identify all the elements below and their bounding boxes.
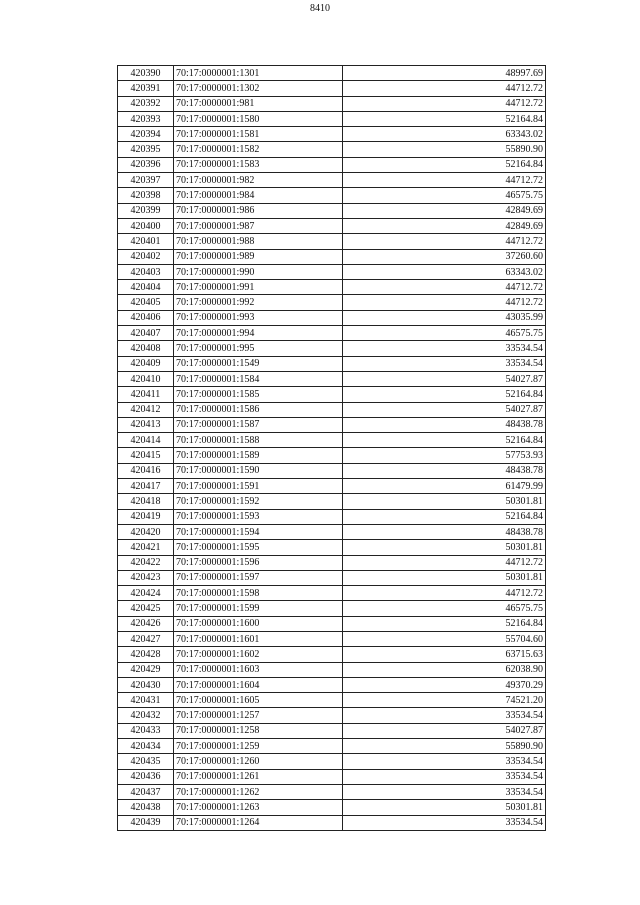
value-cell: 44712.72 <box>343 234 546 249</box>
cadastral-number-cell: 70:17:0000001:1588 <box>174 433 343 448</box>
value-cell: 44712.72 <box>343 81 546 96</box>
table-row <box>118 570 546 585</box>
table-row <box>118 295 546 310</box>
cadastral-number-cell: 70:17:0000001:1580 <box>174 111 343 126</box>
table-row <box>118 341 546 356</box>
value-cell: 50301.81 <box>343 540 546 555</box>
table-row <box>118 631 546 646</box>
cadastral-number-cell: 70:17:0000001:1591 <box>174 479 343 494</box>
table-body <box>118 66 546 831</box>
row-id-cell: 420422 <box>118 555 174 570</box>
table-row <box>118 739 546 754</box>
cadastral-number-cell: 70:17:0000001:1302 <box>174 81 343 96</box>
cadastral-number-cell: 70:17:0000001:986 <box>174 203 343 218</box>
row-id-cell: 420423 <box>118 570 174 585</box>
row-id-cell: 420394 <box>118 127 174 142</box>
cadastral-number-cell: 70:17:0000001:1589 <box>174 448 343 463</box>
row-id-cell: 420403 <box>118 264 174 279</box>
cadastral-number-cell: 70:17:0000001:1602 <box>174 647 343 662</box>
row-id-cell: 420399 <box>118 203 174 218</box>
table-row <box>118 647 546 662</box>
table-row <box>118 66 546 81</box>
row-id-cell: 420438 <box>118 800 174 815</box>
row-id-cell: 420400 <box>118 218 174 233</box>
value-cell: 44712.72 <box>343 295 546 310</box>
value-cell: 54027.87 <box>343 723 546 738</box>
row-id-cell: 420415 <box>118 448 174 463</box>
row-id-cell: 420397 <box>118 173 174 188</box>
value-cell: 33534.54 <box>343 754 546 769</box>
value-cell: 44712.72 <box>343 96 546 111</box>
value-cell: 55704.60 <box>343 631 546 646</box>
value-cell: 33534.54 <box>343 784 546 799</box>
cadastral-number-cell: 70:17:0000001:994 <box>174 326 343 341</box>
table-row <box>118 310 546 325</box>
table-row <box>118 448 546 463</box>
row-id-cell: 420420 <box>118 524 174 539</box>
table-row <box>118 708 546 723</box>
table-row <box>118 81 546 96</box>
value-cell: 33534.54 <box>343 708 546 723</box>
table-row <box>118 203 546 218</box>
value-cell: 52164.84 <box>343 157 546 172</box>
value-cell: 46575.75 <box>343 326 546 341</box>
table-row <box>118 218 546 233</box>
row-id-cell: 420407 <box>118 326 174 341</box>
cadastral-number-cell: 70:17:0000001:1597 <box>174 570 343 585</box>
cadastral-number-cell: 70:17:0000001:1260 <box>174 754 343 769</box>
cadastral-number-cell: 70:17:0000001:995 <box>174 341 343 356</box>
table-row <box>118 96 546 111</box>
table-row <box>118 433 546 448</box>
row-id-cell: 420392 <box>118 96 174 111</box>
cadastral-number-cell: 70:17:0000001:1604 <box>174 677 343 692</box>
value-cell: 52164.84 <box>343 111 546 126</box>
cadastral-number-cell: 70:17:0000001:1584 <box>174 371 343 386</box>
row-id-cell: 420430 <box>118 677 174 692</box>
data-table <box>117 65 546 831</box>
table-row <box>118 264 546 279</box>
cadastral-number-cell: 70:17:0000001:1262 <box>174 784 343 799</box>
row-id-cell: 420395 <box>118 142 174 157</box>
cadastral-number-cell: 70:17:0000001:1592 <box>174 494 343 509</box>
value-cell: 54027.87 <box>343 402 546 417</box>
cadastral-number-cell: 70:17:0000001:1264 <box>174 815 343 830</box>
cadastral-number-cell: 70:17:0000001:1583 <box>174 157 343 172</box>
table-row <box>118 494 546 509</box>
cadastral-number-cell: 70:17:0000001:1549 <box>174 356 343 371</box>
cadastral-number-cell: 70:17:0000001:1601 <box>174 631 343 646</box>
value-cell: 54027.87 <box>343 371 546 386</box>
value-cell: 62038.90 <box>343 662 546 677</box>
cadastral-number-cell: 70:17:0000001:993 <box>174 310 343 325</box>
cadastral-number-cell: 70:17:0000001:1257 <box>174 708 343 723</box>
row-id-cell: 420413 <box>118 417 174 432</box>
value-cell: 61479.99 <box>343 479 546 494</box>
row-id-cell: 420416 <box>118 463 174 478</box>
table-row <box>118 463 546 478</box>
value-cell: 44712.72 <box>343 173 546 188</box>
value-cell: 49370.29 <box>343 677 546 692</box>
value-cell: 43035.99 <box>343 310 546 325</box>
row-id-cell: 420424 <box>118 586 174 601</box>
value-cell: 42849.69 <box>343 218 546 233</box>
table-row <box>118 769 546 784</box>
value-cell: 33534.54 <box>343 769 546 784</box>
cadastral-number-cell: 70:17:0000001:981 <box>174 96 343 111</box>
row-id-cell: 420410 <box>118 371 174 386</box>
value-cell: 37260.60 <box>343 249 546 264</box>
table-row <box>118 479 546 494</box>
value-cell: 50301.81 <box>343 800 546 815</box>
cadastral-number-cell: 70:17:0000001:1585 <box>174 387 343 402</box>
row-id-cell: 420435 <box>118 754 174 769</box>
table-row <box>118 142 546 157</box>
table-row <box>118 371 546 386</box>
table-row <box>118 249 546 264</box>
row-id-cell: 420409 <box>118 356 174 371</box>
table-row <box>118 111 546 126</box>
value-cell: 33534.54 <box>343 356 546 371</box>
cadastral-number-cell: 70:17:0000001:1587 <box>174 417 343 432</box>
value-cell: 74521.20 <box>343 693 546 708</box>
row-id-cell: 420401 <box>118 234 174 249</box>
cadastral-number-cell: 70:17:0000001:1301 <box>174 66 343 81</box>
value-cell: 44712.72 <box>343 586 546 601</box>
table-row <box>118 586 546 601</box>
value-cell: 48438.78 <box>343 417 546 432</box>
value-cell: 33534.54 <box>343 815 546 830</box>
table-row <box>118 693 546 708</box>
value-cell: 44712.72 <box>343 280 546 295</box>
value-cell: 52164.84 <box>343 433 546 448</box>
value-cell: 63343.02 <box>343 127 546 142</box>
table-row <box>118 173 546 188</box>
value-cell: 46575.75 <box>343 601 546 616</box>
row-id-cell: 420418 <box>118 494 174 509</box>
cadastral-number-cell: 70:17:0000001:989 <box>174 249 343 264</box>
table-row <box>118 326 546 341</box>
value-cell: 63715.63 <box>343 647 546 662</box>
cadastral-number-cell: 70:17:0000001:988 <box>174 234 343 249</box>
row-id-cell: 420411 <box>118 387 174 402</box>
table-row <box>118 188 546 203</box>
cadastral-number-cell: 70:17:0000001:1259 <box>174 739 343 754</box>
value-cell: 44712.72 <box>343 555 546 570</box>
table-row <box>118 754 546 769</box>
table-row <box>118 387 546 402</box>
row-id-cell: 420402 <box>118 249 174 264</box>
cadastral-number-cell: 70:17:0000001:1600 <box>174 616 343 631</box>
value-cell: 52164.84 <box>343 509 546 524</box>
cadastral-number-cell: 70:17:0000001:982 <box>174 173 343 188</box>
table-row <box>118 509 546 524</box>
cadastral-number-cell: 70:17:0000001:991 <box>174 280 343 295</box>
cadastral-number-cell: 70:17:0000001:987 <box>174 218 343 233</box>
row-id-cell: 420398 <box>118 188 174 203</box>
cadastral-number-cell: 70:17:0000001:1582 <box>174 142 343 157</box>
table-row <box>118 127 546 142</box>
row-id-cell: 420419 <box>118 509 174 524</box>
table-row <box>118 234 546 249</box>
table-row <box>118 677 546 692</box>
value-cell: 48438.78 <box>343 524 546 539</box>
table-row <box>118 800 546 815</box>
value-cell: 42849.69 <box>343 203 546 218</box>
cadastral-number-cell: 70:17:0000001:1593 <box>174 509 343 524</box>
value-cell: 52164.84 <box>343 616 546 631</box>
cadastral-number-cell: 70:17:0000001:1586 <box>174 402 343 417</box>
value-cell: 52164.84 <box>343 387 546 402</box>
row-id-cell: 420432 <box>118 708 174 723</box>
row-id-cell: 420406 <box>118 310 174 325</box>
row-id-cell: 420429 <box>118 662 174 677</box>
value-cell: 50301.81 <box>343 494 546 509</box>
value-cell: 55890.90 <box>343 739 546 754</box>
row-id-cell: 420427 <box>118 631 174 646</box>
table-row <box>118 356 546 371</box>
value-cell: 48438.78 <box>343 463 546 478</box>
table-row <box>118 784 546 799</box>
value-cell: 46575.75 <box>343 188 546 203</box>
cadastral-number-cell: 70:17:0000001:1590 <box>174 463 343 478</box>
table-row <box>118 815 546 830</box>
value-cell: 48997.69 <box>343 66 546 81</box>
cadastral-number-cell: 70:17:0000001:1258 <box>174 723 343 738</box>
cadastral-number-cell: 70:17:0000001:1261 <box>174 769 343 784</box>
row-id-cell: 420417 <box>118 479 174 494</box>
row-id-cell: 420431 <box>118 693 174 708</box>
cadastral-number-cell: 70:17:0000001:1596 <box>174 555 343 570</box>
row-id-cell: 420390 <box>118 66 174 81</box>
cadastral-number-cell: 70:17:0000001:1581 <box>174 127 343 142</box>
row-id-cell: 420433 <box>118 723 174 738</box>
row-id-cell: 420414 <box>118 433 174 448</box>
table-row <box>118 402 546 417</box>
row-id-cell: 420437 <box>118 784 174 799</box>
table-row <box>118 723 546 738</box>
row-id-cell: 420404 <box>118 280 174 295</box>
table-row <box>118 417 546 432</box>
cadastral-number-cell: 70:17:0000001:1603 <box>174 662 343 677</box>
cadastral-number-cell: 70:17:0000001:984 <box>174 188 343 203</box>
cadastral-number-cell: 70:17:0000001:1598 <box>174 586 343 601</box>
row-id-cell: 420434 <box>118 739 174 754</box>
row-id-cell: 420425 <box>118 601 174 616</box>
row-id-cell: 420405 <box>118 295 174 310</box>
table-row <box>118 157 546 172</box>
value-cell: 50301.81 <box>343 570 546 585</box>
value-cell: 55890.90 <box>343 142 546 157</box>
row-id-cell: 420391 <box>118 81 174 96</box>
row-id-cell: 420396 <box>118 157 174 172</box>
value-cell: 63343.02 <box>343 264 546 279</box>
row-id-cell: 420421 <box>118 540 174 555</box>
cadastral-number-cell: 70:17:0000001:1605 <box>174 693 343 708</box>
table-row <box>118 616 546 631</box>
table-row <box>118 524 546 539</box>
table-row <box>118 662 546 677</box>
row-id-cell: 420393 <box>118 111 174 126</box>
cadastral-number-cell: 70:17:0000001:1599 <box>174 601 343 616</box>
table-row <box>118 280 546 295</box>
row-id-cell: 420408 <box>118 341 174 356</box>
value-cell: 33534.54 <box>343 341 546 356</box>
value-cell: 57753.93 <box>343 448 546 463</box>
cadastral-number-cell: 70:17:0000001:990 <box>174 264 343 279</box>
cadastral-number-cell: 70:17:0000001:992 <box>174 295 343 310</box>
cadastral-number-cell: 70:17:0000001:1594 <box>174 524 343 539</box>
page-number: 8410 <box>310 3 330 14</box>
row-id-cell: 420436 <box>118 769 174 784</box>
row-id-cell: 420428 <box>118 647 174 662</box>
row-id-cell: 420426 <box>118 616 174 631</box>
table-row <box>118 601 546 616</box>
cadastral-number-cell: 70:17:0000001:1595 <box>174 540 343 555</box>
row-id-cell: 420439 <box>118 815 174 830</box>
cadastral-number-cell: 70:17:0000001:1263 <box>174 800 343 815</box>
table-row <box>118 540 546 555</box>
row-id-cell: 420412 <box>118 402 174 417</box>
table-row <box>118 555 546 570</box>
